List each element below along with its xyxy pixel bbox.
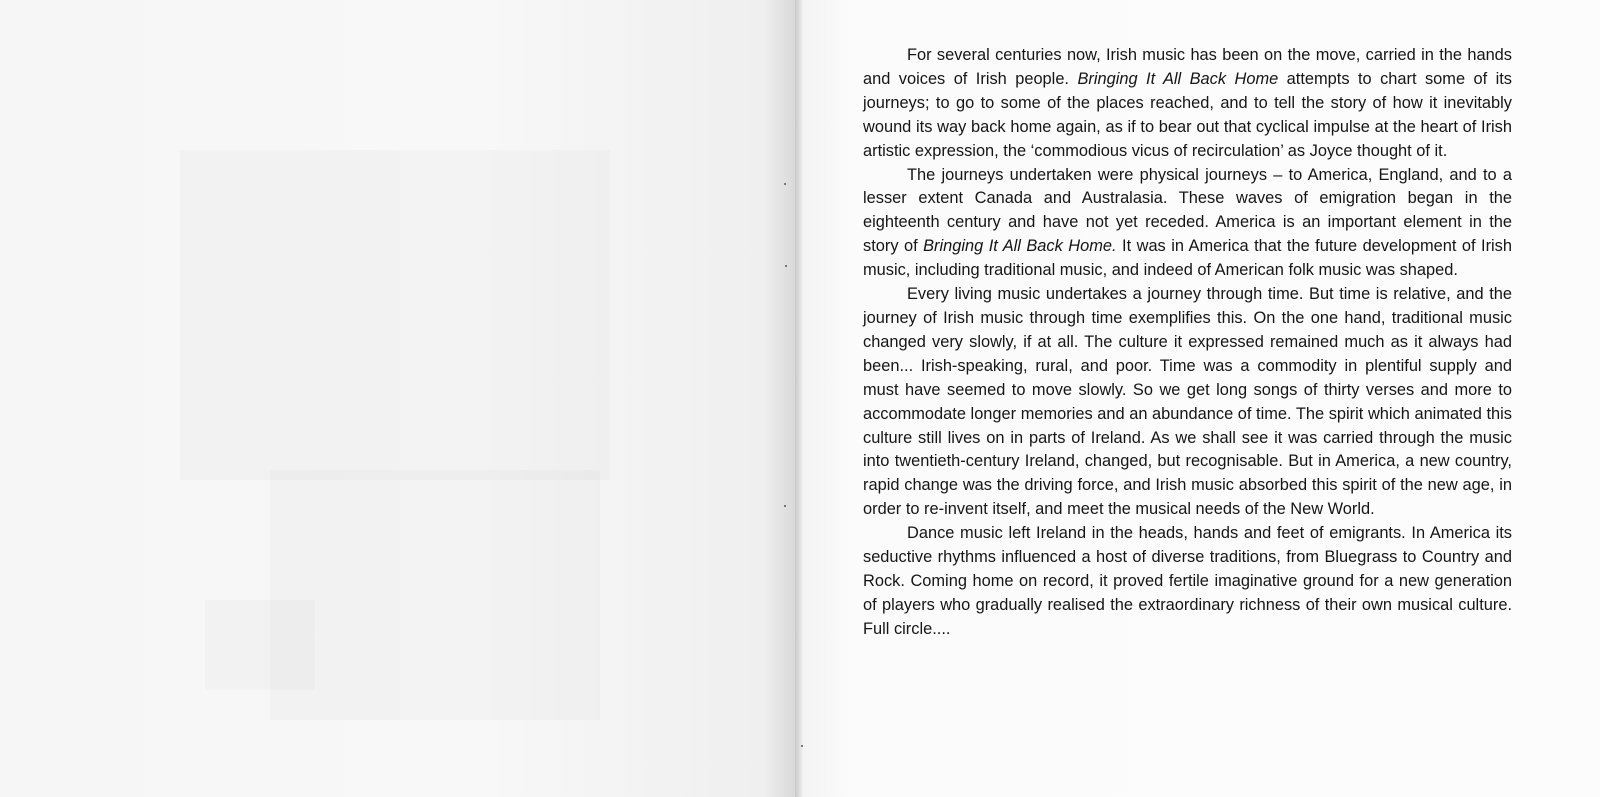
- page-speck: [784, 183, 786, 185]
- paragraph: [863, 283, 1512, 522]
- paragraph: [863, 44, 1512, 164]
- paragraph: [863, 164, 1512, 284]
- page-speck: [785, 265, 787, 267]
- italic-title-run: Bringing It All Back Home: [1077, 69, 1279, 88]
- show-through-image: [180, 150, 610, 480]
- text-run: It was in America that the future development of Irish music, including traditional music, and indeed of American folk music was shaped.: [863, 237, 1512, 280]
- paragraph: [863, 522, 1512, 642]
- book-gutter: [795, 0, 803, 797]
- text-run: The journeys undertaken were physical journeys – to America, England, and to a lesser extent Canada and Australasia. These waves of emigration began in the eighteenth century and have not yet receded. America is an important element in the story of: [863, 165, 1512, 256]
- show-through-image: [205, 600, 315, 690]
- text-run: Every living music undertakes a journey through time. But time is relative, and the journey of Irish music through time exemplifies this. On the one hand, traditional music changed very slowly, if at all. The culture it expressed remained much as it always had been... Irish-speaking, rural, and poor. Time was a commodity in plentiful supply and must have seemed to move slowly. So we get long songs of thirty verses and more to accommodate longer memories and an abundance of time. The spirit which animated this culture still lives on in parts of Ireland. As we shall see it was carried through the music into twentieth-century Ireland, changed, but recognisable. But in America, a new country, rapid change was the driving force, and Irish music absorbed this spirit of the new age, in order to re-invent itself, and meet the musical needs of the New World.: [863, 285, 1512, 519]
- text-run: For several centuries now, Irish music has been on the move, carried in the hands and voices of Irish people.: [863, 46, 1512, 88]
- italic-title-run: Bringing It All Back Home.: [923, 237, 1117, 256]
- page-speck: [801, 745, 803, 747]
- page-speck: [784, 505, 786, 507]
- left-page-blank: [0, 0, 795, 797]
- show-through-image: [270, 470, 600, 720]
- body-text: [863, 44, 1512, 642]
- text-run: Dance music left Ireland in the heads, hands and feet of emigrants. In America its seductive rhythms influenced a host of diverse traditions, from Bluegrass to Country and Rock. Coming home on record, it proved fertile imaginative ground for a new generation of players who gradually realised the extraordinary richness of their own musical culture. Full circle....: [863, 524, 1512, 638]
- text-run: attempts to chart some of its journeys; to go to some of the places reached, and to tell the story of how it inevitably wound its way back home again, as if to bear out that cyclical impulse at the heart of Irish artistic expression, the ‘commodious vicus of recirculation’ as Joyce thought of it.: [863, 69, 1513, 160]
